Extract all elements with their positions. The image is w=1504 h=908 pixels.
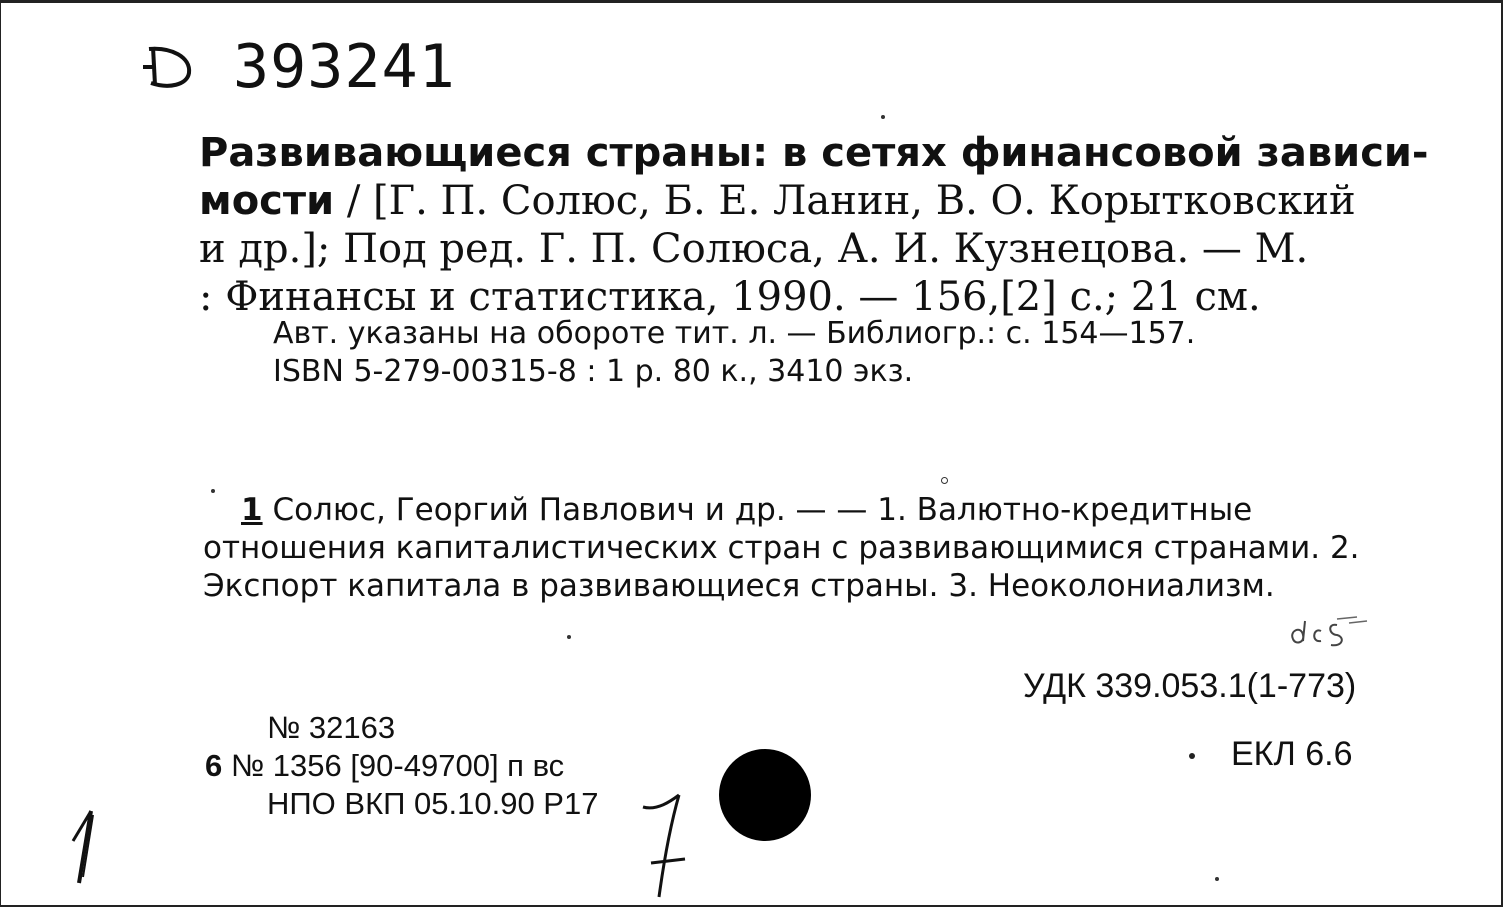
handwritten-seven-mark xyxy=(637,793,697,903)
entry-line-1 xyxy=(199,129,1429,177)
register-batch: № 1356 [90-49700] п вс xyxy=(230,748,565,783)
register-prefix: 6 xyxy=(205,748,223,783)
speck-dot xyxy=(941,477,948,484)
handwritten-initials-glyph xyxy=(1287,611,1377,651)
subject-tracings xyxy=(203,491,1379,605)
punch-hole xyxy=(719,749,811,841)
tracing-marker: 1 xyxy=(241,492,263,528)
tracing-line-3: Экспорт капитала в развивающиеся страны. 3. Неоколониализм. xyxy=(203,568,1275,604)
speck-dot xyxy=(881,115,885,119)
entry-title-part: Развивающиеся страны: в сетях финансовой зависи- xyxy=(199,130,1429,176)
ekl-code xyxy=(1189,735,1353,774)
register-printer: НПО ВКП 05.10.90 Р17 xyxy=(267,786,599,821)
handwritten-initials xyxy=(1287,611,1377,659)
entry-line-3 xyxy=(199,225,1375,273)
bullet-dot xyxy=(1189,753,1195,759)
entry-editors-part: и др.]; Под ред. Г. П. Солюса, А. И. Кузнецова. — М. xyxy=(199,226,1309,272)
bibliographic-notes xyxy=(273,315,1195,391)
tracing-text: Солюс, Георгий Павлович и др. — — 1. Валютно-кредитные xyxy=(272,492,1253,528)
call-number: 393241 xyxy=(233,32,456,102)
note-authors: Авт. указаны на обороте тит. л. — Библиогр.: с. 154—157. xyxy=(273,316,1196,351)
speck-dot xyxy=(211,489,215,493)
speck-dot xyxy=(567,635,571,639)
handwritten-d-mark xyxy=(141,37,201,97)
entry-line-2 xyxy=(199,177,1375,225)
register-info xyxy=(205,709,598,823)
bibliographic-main-entry xyxy=(199,129,1429,321)
entry-title-part: мости xyxy=(199,178,335,224)
handwritten-one-mark xyxy=(61,803,121,893)
ekl-text: ЕКЛ 6.6 xyxy=(1231,735,1353,773)
entry-line-4 xyxy=(199,273,1375,321)
tracing-line-2: отношения капиталистических стран с развивающимися странами. 2. xyxy=(203,530,1360,566)
register-number: № 32163 xyxy=(267,710,396,745)
entry-imprint-part: : Финансы и статистика, 1990. — 156,[2] с.; 21 см. xyxy=(199,274,1261,320)
udk-code: УДК 339.053.1(1-773) xyxy=(1023,667,1357,705)
register-line-2 xyxy=(205,747,598,785)
speck-dot xyxy=(1215,877,1219,881)
note-isbn: ISBN 5-279-00315-8 : 1 р. 80 к., 3410 экз. xyxy=(273,354,914,389)
entry-authors-part: / [Г. П. Солюс, Б. Е. Ланин, В. О. Корытковский xyxy=(334,178,1356,224)
tracing-line-1 xyxy=(203,491,1379,529)
